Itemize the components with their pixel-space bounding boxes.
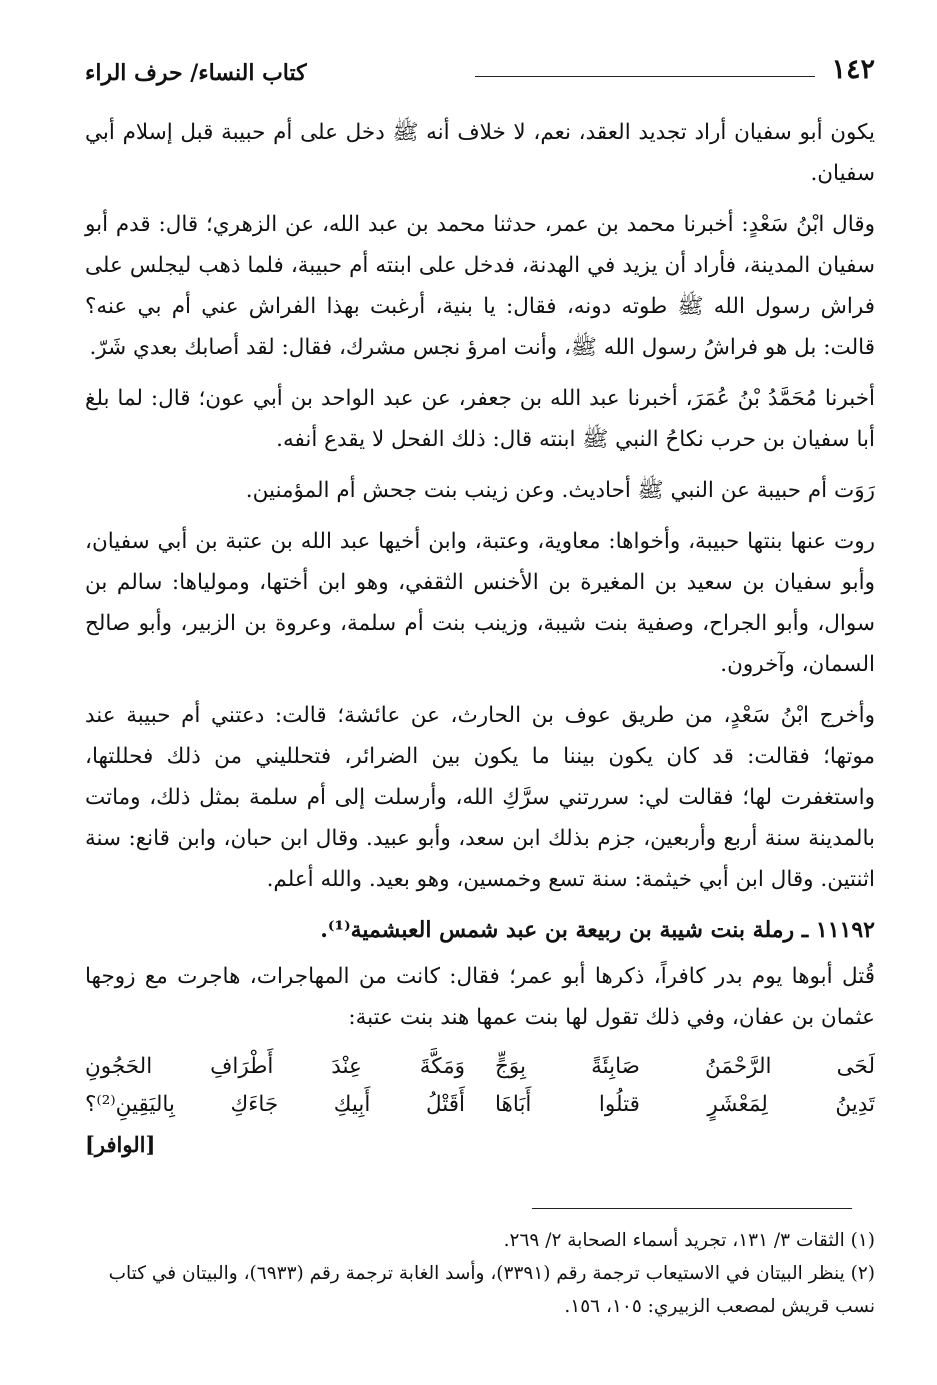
poem-hemistich-first: تَدِينُ لِمَعْشَرٍ قتلُوا أَبَاهَا [495, 1092, 875, 1117]
footnote: (٢) ينظر البيتان في الاستيعاب ترجمة رقم (٣٣٩١)، وأسد الغابة ترجمة رقم (٦٩٣٣)، والبيتان في كتاب نسب قريش لمصعب الزبيري: ١٠٥، ١٥٦. [108, 1263, 875, 1317]
page-number: ١٤٢ [831, 54, 875, 85]
footnote: (١) الثقات ٣/ ١٣١، تجريد أسماء الصحابة ٢/ ٢٦٩. [503, 1230, 875, 1251]
entry-heading: ١١١٩٢ ـ رملة بنت شيبة بن ربيعة بن عبد شمس العبشمية⁽¹⁾. [320, 917, 875, 943]
poem-meter-label: [الوافر] [85, 1132, 156, 1157]
paragraph: روت عنها بنتها حبيبة، وأخواها: معاوية، وعتبة، وابن أخيها عبد الله بن عتبة بن أبي سفيان، وأبو سفيان بن سعيد بن المغيرة بن الأخنس الثقفي، وهو ابن أختها، ومولياها: سالم بن سوال، وأبو الجراح، وصفية بنت شيبة، وزينب بنت أم سلمة، وعروة بن الزبير، وأبو صالح السمان، وآخرون. [85, 529, 875, 677]
paragraph: رَوَت أم حبيبة عن النبي ﷺ أحاديث. وعن زينب بنت جحش أم المؤمنين. [245, 478, 875, 503]
paragraph: وقال ابْنُ سَعْدٍ: أخبرنا محمد بن عمر، حدثنا محمد بن عبد الله، عن الزهري؛ قال: قدم أبو سفيان المدينة، فأراد أن يزيد في الهدنة، فدخل على ابنته أم حبيبة، فلما ذهب ليجلس على فراش رسول الله ﷺ طوته دونه، فقال: يا بنية، أرغبت بهذا الفراش عني أم بي عنه؟ قالت: بل هو فراشُ رسول الله ﷺ، وأنت امرؤ نجس مشرك، فقال: لقد أصابك بعدي شَرّ. [85, 212, 875, 360]
paragraph: أخبرنا مُحَمَّدُ بْنُ عُمَرَ، أخبرنا عبد الله بن جعفر، عن عبد الواحد بن أبي عون؛ قال: لما بلغ أبا سفيان بن حرب نكاحُ النبي ﷺ ابنته قال: ذلك الفحل لا يقدع أنفه. [85, 386, 875, 452]
poem-line [85, 1048, 875, 1086]
paragraph: قُتل أبوها يوم بدر كافراً، ذكرها أبو عمر؛ فقال: كانت من المهاجرات، هاجرت مع زوجها عثمان بن عفان، وفي ذلك تقول لها بنت عمها هند بنت عتبة: [85, 964, 875, 1030]
poem [85, 1048, 875, 1157]
page-header [85, 54, 875, 94]
poem-line [85, 1086, 875, 1124]
paragraph: وأخرج ابْنُ سَعْدٍ، من طريق عوف بن الحارث، عن عائشة؛ قالت: دعتني أم حبيبة عند موتها؛ فقالت: قد كان يكون بيننا ما يكون بين الضرائر، فتحلليني من ذلك فحللتها، واستغفرت لها؛ فقالت لي: سررتني سرَّكِ الله، وأرسلت إلى أم سلمة بمثل ذلك، وماتت بالمدينة سنة أربع وأربعين، جزم بذلك ابن سعد، وأبو عبيد. وقال ابن حبان، وابن قانع: سنة اثنتين. وقال ابن أبي خيثمة: سنة تسع وخمسين، وهو بعيد. والله أعلم. [85, 703, 875, 892]
running-title: كتاب النساء/ حرف الراء [85, 60, 307, 86]
poem-hemistich-second: وَمَكَّةَ عِنْدَ أَطْرَافِ الحَجُونِ [85, 1054, 465, 1079]
main-text [85, 112, 875, 1157]
paragraph: يكون أبو سفيان أراد تجديد العقد، نعم، لا خلاف أنه ﷺ دخل على أم حبيبة قبل إسلام أبي سفيان. [85, 120, 875, 186]
footnote-divider [532, 1208, 852, 1209]
poem-hemistich-second: أَقَتْلُ أَبِيكِ جَاءَكِ بِاليَقِينِ⁽²⁾؟ [85, 1092, 465, 1117]
footnotes [85, 1224, 875, 1323]
header-rule [475, 76, 815, 77]
poem-hemistich-first: لَحَى الرَّحْمَنُ صَابِئَةً بِوَجٍّ [495, 1054, 875, 1079]
